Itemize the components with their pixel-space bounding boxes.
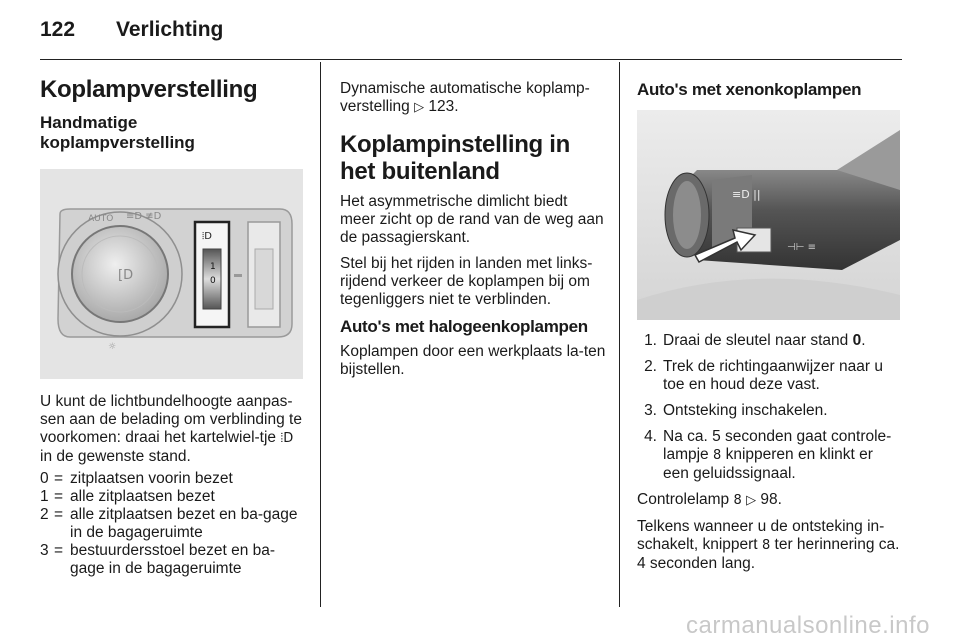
svg-text:⊣⊢ ≡: ⊣⊢ ≡ (787, 242, 816, 253)
xenon-steps-list (637, 332, 902, 483)
step-bold: 0 (852, 332, 862, 349)
indicator-stalk-figure (637, 110, 900, 320)
warning-lamp-icon: 8 (761, 538, 771, 553)
column-divider-2 (619, 62, 620, 607)
load-position-list (40, 470, 304, 578)
svg-text:⦙D: ⦙D (202, 231, 212, 242)
svg-text:≡D ||: ≡D || (732, 188, 761, 201)
list-sep: = (54, 470, 64, 487)
control-text: Controlelamp (637, 491, 730, 508)
warning-lamp-icon: 8 (733, 493, 742, 508)
final-text-b: ter herinnering ca. 4 seconden lang. (637, 536, 900, 572)
step-text: Na ca. 5 seconden gaat controle-lampje (663, 428, 892, 463)
step-text: Draai de sleutel naar stand (663, 332, 849, 349)
list-key: 2 (40, 506, 49, 523)
step-tail: knipperen en klinkt er een geluidssignaal. (663, 446, 873, 482)
reference-arrow-icon: ▷ (414, 100, 425, 115)
light-switch-illustration (40, 169, 303, 379)
step-number: 1. (644, 332, 657, 349)
col2-intro-ref: 123. (428, 98, 459, 115)
svg-text:[D: [D (118, 268, 134, 283)
list-item (637, 358, 902, 394)
list-sep: = (54, 542, 64, 559)
col1-para1: U kunt de lichtbundelhoogte aanpas-sen aan de belading om verblinding te voorkomen: draai het kartelwiel-tje (40, 393, 302, 446)
col1-para1-end: in de gewenste stand. (40, 448, 191, 465)
list-item (637, 332, 902, 350)
list-key: 1 (40, 488, 49, 505)
list-key: 0 (40, 470, 49, 487)
col1-paragraph (40, 393, 304, 466)
list-item (637, 402, 902, 420)
column-3 (637, 80, 902, 581)
col2-para2: Stel bij het rijden in landen met links-rijdend verkeer de koplampen bij om tegenliggers niet te verblinden. (340, 255, 593, 308)
step-number: 3. (644, 402, 657, 419)
col3-title: Auto's met xenonkoplampen (637, 80, 862, 99)
col2-para1: Het asymmetrische dimlicht biedt meer zicht op de rand van de weg aan de passagierskant. (340, 193, 604, 246)
page-number: 122 (40, 18, 76, 41)
col2-intro (340, 80, 606, 117)
list-sep: = (54, 506, 64, 523)
warning-lamp-icon: 8 (712, 448, 722, 463)
list-item: alle zitplaatsen bezet en ba-gage in de bagageruimte (70, 506, 298, 541)
indicator-stalk-illustration (637, 110, 900, 320)
step-number: 2. (644, 358, 657, 375)
col2-intro-text: Dynamische automatische koplamp-verstelling (340, 80, 590, 115)
step-number: 4. (644, 428, 657, 445)
reference-arrow-icon: ▷ (746, 493, 757, 508)
list-key: 3 (40, 542, 49, 559)
wheel-digit-1: 1 (210, 262, 216, 272)
col2-subheading: Auto's met halogeenkoplampen (340, 317, 588, 336)
col1-title: Koplampverstelling (40, 76, 258, 103)
svg-text:≡D ≢D: ≡D ≢D (126, 211, 162, 222)
svg-text:☼: ☼ (108, 342, 117, 352)
page-header (40, 18, 223, 42)
list-item: zitplaatsen voorin bezet (70, 470, 233, 487)
final-text-a: Telkens wanneer u de ontsteking in-schakelt, knippert (637, 518, 885, 553)
final-paragraph (637, 518, 902, 573)
wheel-digit-0: 0 (210, 276, 216, 286)
light-switch-figure (40, 169, 303, 379)
col2-title: Koplampinstelling in het buitenland (340, 131, 571, 185)
col2-para3: Koplampen door een werkplaats la-ten bijstellen. (340, 343, 606, 378)
auto-label: AUTO (88, 214, 114, 224)
section-title: Verlichting (116, 18, 224, 41)
control-ref: 98. (760, 491, 782, 508)
list-item: bestuurdersstoel bezet en ba-gage in de bagageruimte (70, 542, 276, 577)
step-text: Trek de richtingaanwijzer naar u toe en houd deze vast. (663, 358, 883, 393)
header-rule (40, 59, 902, 60)
step-text: Ontsteking inschakelen. (663, 402, 828, 419)
col1-subtitle: Handmatige koplampverstelling (40, 113, 195, 152)
list-sep: = (54, 488, 64, 505)
list-item (637, 428, 902, 483)
column-1 (40, 66, 304, 578)
control-lamp-ref (637, 491, 902, 510)
column-2 (340, 80, 606, 387)
list-item: alle zitplaatsen bezet (70, 488, 215, 505)
step-tail: . (861, 332, 866, 349)
column-divider-1 (320, 62, 321, 607)
watermark: carmanualsonline.info (686, 612, 930, 639)
wheel-icon: ⦙D (280, 431, 294, 446)
